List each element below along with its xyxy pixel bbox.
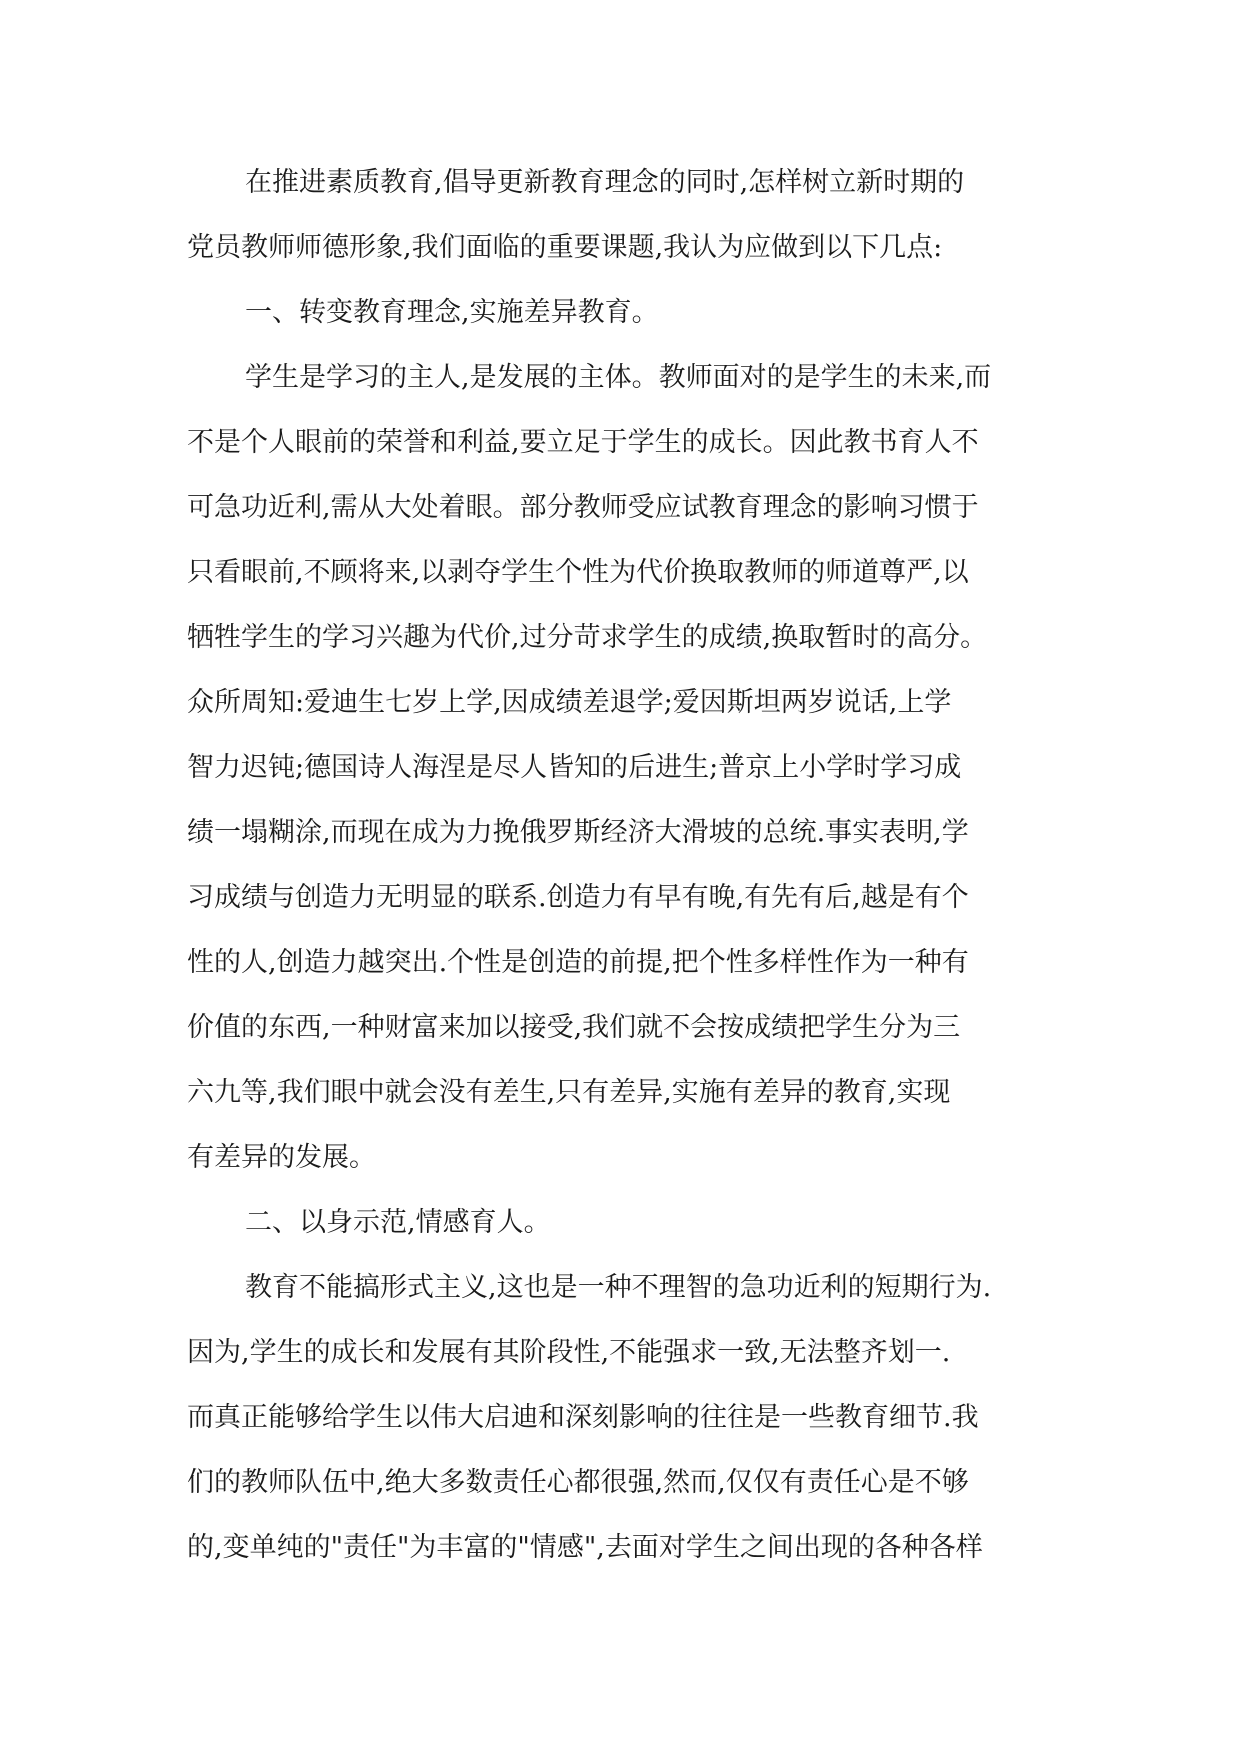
paragraph-line: 只看眼前,不顾将来,以剥夺学生个性为代价换取教师的师道尊严,以 <box>187 557 969 588</box>
paragraph-line: 众所周知:爱迪生七岁上学,因成绩差退学;爱因斯坦两岁说话,上学 <box>187 687 952 718</box>
paragraph-line: 学生是学习的主人,是发展的主体。教师面对的是学生的未来,而 <box>245 362 992 393</box>
paragraph-line: 习成绩与创造力无明显的联系.创造力有早有晚,有先有后,越是有个 <box>187 882 969 913</box>
paragraph-line: 性的人,创造力越突出.个性是创造的前提,把个性多样性作为一种有 <box>187 947 969 978</box>
paragraph-line: 教育不能搞形式主义,这也是一种不理智的急功近利的短期行为. <box>245 1272 992 1303</box>
section-heading-2: 二、以身示范,情感育人。 <box>245 1207 551 1238</box>
paragraph-line: 绩一塌糊涂,而现在成为力挽俄罗斯经济大滑坡的总统.事实表明,学 <box>187 817 969 848</box>
paragraph-line: 价值的东西,一种财富来加以接受,我们就不会按成绩把学生分为三 <box>187 1012 961 1043</box>
paragraph-line: 们的教师队伍中,绝大多数责任心都很强,然而,仅仅有责任心是不够 <box>187 1467 969 1498</box>
paragraph-line: 不是个人眼前的荣誉和利益,要立足于学生的成长。因此教书育人不 <box>187 427 979 458</box>
paragraph-line: 牺牲学生的学习兴趣为代价,过分苛求学生的成绩,换取暂时的高分。 <box>187 622 988 653</box>
paragraph-line: 因为,学生的成长和发展有其阶段性,不能强求一致,无法整齐划一. <box>187 1337 951 1368</box>
body-text <box>187 150 1057 1580</box>
paragraph-line: 党员教师师德形象,我们面临的重要课题,我认为应做到以下几点: <box>187 232 943 263</box>
paragraph-line: 六九等,我们眼中就会没有差生,只有差异,实施有差异的教育,实现 <box>187 1077 951 1108</box>
paragraph-line: 有差异的发展。 <box>187 1142 376 1173</box>
paragraph-line: 的,变单纯的"责任"为丰富的"情感",去面对学生之间出现的各种各样 <box>187 1532 983 1563</box>
paragraph-line: 在推进素质教育,倡导更新教育理念的同时,怎样树立新时期的 <box>245 167 965 198</box>
paragraph-line: 而真正能够给学生以伟大启迪和深刻影响的往往是一些教育细节.我 <box>187 1402 979 1433</box>
paragraph-line: 智力迟钝;德国诗人海涅是尽人皆知的后进生;普京上小学时学习成 <box>187 752 962 783</box>
paragraph-line: 可急功近利,需从大处着眼。部分教师受应试教育理念的影响习惯于 <box>187 492 979 523</box>
section-heading-1: 一、转变教育理念,实施差异教育。 <box>245 297 659 328</box>
